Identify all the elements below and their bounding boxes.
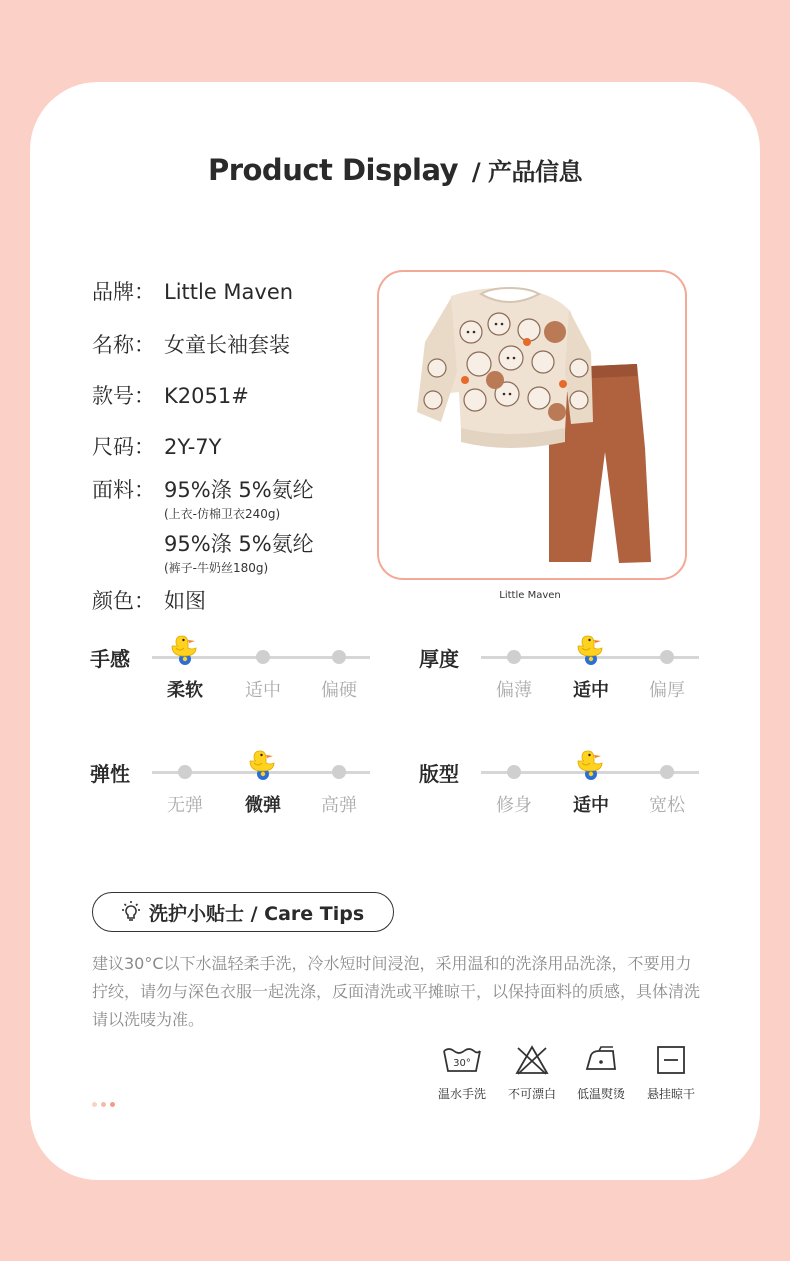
scale-option-fit: 适中 <box>573 795 609 816</box>
outfit-illustration <box>379 272 685 578</box>
page-dot <box>92 1102 97 1107</box>
fabric-pants-note: (裤子-牛奶丝180g) <box>164 561 269 575</box>
care-tips-pill <box>92 892 394 932</box>
scale-dot <box>332 765 346 779</box>
scale-option-thickness: 偏厚 <box>649 680 685 701</box>
page-indicator <box>92 1092 119 1111</box>
page-title <box>0 152 790 187</box>
duck-icon <box>246 745 280 781</box>
page-dot <box>101 1102 106 1107</box>
scale-dot <box>660 650 674 664</box>
scale-option-feel: 柔软 <box>167 680 203 701</box>
scale-dot <box>507 765 521 779</box>
fabric-top: 95%涤 5%氨纶 <box>164 478 314 502</box>
scale-dot <box>507 650 521 664</box>
scale-label-fit: 版型 <box>419 762 459 786</box>
scale-option-fit: 修身 <box>496 795 532 816</box>
info-key: 名称： <box>92 333 155 357</box>
scale-dot <box>332 650 346 664</box>
scale-dot <box>178 765 192 779</box>
duck-icon <box>574 745 608 781</box>
info-brand <box>92 276 293 306</box>
wash-caption: 不可漂白 <box>507 1087 556 1101</box>
info-value: 2Y-7Y <box>164 435 222 459</box>
info-value: K2051# <box>164 384 249 408</box>
scale-option-feel: 适中 <box>245 680 281 701</box>
fabric-pants: 95%涤 5%氨纶 <box>164 532 314 556</box>
scale-option-thickness: 适中 <box>573 680 609 701</box>
wash-30-icon <box>442 1045 482 1075</box>
wash-caption: 温水手洗 <box>437 1087 486 1101</box>
care-tips-label: 洗护小贴士 / Care Tips <box>149 902 365 925</box>
product-photo <box>377 270 687 580</box>
info-name <box>92 329 290 359</box>
scale-dot <box>660 765 674 779</box>
photo-caption: Little Maven <box>499 590 561 601</box>
wash-item <box>636 1045 706 1102</box>
title-sep: / 产品信息 <box>471 158 583 186</box>
wash-caption: 悬挂晾干 <box>646 1087 695 1101</box>
scale-option-elasticity: 高弹 <box>321 795 357 816</box>
lightbulb-icon <box>119 900 143 924</box>
title-cn: 产品信息 <box>488 158 583 186</box>
scale-option-fit: 宽松 <box>649 795 685 816</box>
info-key: 面料： <box>92 478 155 502</box>
wash-item <box>566 1045 636 1102</box>
info-value: 女童长袖套装 <box>164 333 290 357</box>
scale-option-elasticity: 微弹 <box>245 795 281 816</box>
care-text: 建议30°C以下水温轻柔手洗，冷水短时间浸泡，采用温和的洗涤用品洗涤，不要用力拧绞，请勿与深色衣服一起洗涤，反面清洗或平摊晾干，以保持面料的质感，具体清洗请以洗唛为准。 <box>92 954 701 1029</box>
info-key: 款号： <box>92 384 155 408</box>
info-key: 颜色： <box>92 589 155 613</box>
wash-item <box>427 1045 497 1102</box>
wash-temp: 30° <box>453 1058 471 1069</box>
duck-icon <box>168 630 202 666</box>
fabric-top-note: (上衣-仿棉卫衣240g) <box>164 507 281 521</box>
wash-item <box>497 1045 567 1102</box>
hang-dry-icon <box>656 1045 686 1075</box>
page-dot <box>110 1102 115 1107</box>
scale-dot <box>256 650 270 664</box>
info-value: 如图 <box>164 589 206 613</box>
info-model <box>92 380 249 410</box>
title-en: Product Display <box>207 153 459 187</box>
duck-icon <box>574 630 608 666</box>
scale-label-thickness: 厚度 <box>419 647 459 671</box>
scale-option-feel: 偏硬 <box>321 680 357 701</box>
info-color <box>92 585 206 615</box>
low-iron-icon <box>583 1045 619 1075</box>
wash-caption: 低温熨烫 <box>576 1087 625 1101</box>
info-value: Little Maven <box>164 280 294 304</box>
scale-option-elasticity: 无弹 <box>167 795 203 816</box>
info-size <box>92 431 221 461</box>
scale-label-elasticity: 弹性 <box>90 762 130 786</box>
info-fabric <box>92 474 314 576</box>
info-key: 尺码： <box>92 435 155 459</box>
scale-label-feel: 手感 <box>90 647 130 671</box>
scale-option-thickness: 偏薄 <box>496 680 532 701</box>
no-bleach-icon <box>515 1045 549 1075</box>
info-key: 品牌： <box>92 280 155 304</box>
